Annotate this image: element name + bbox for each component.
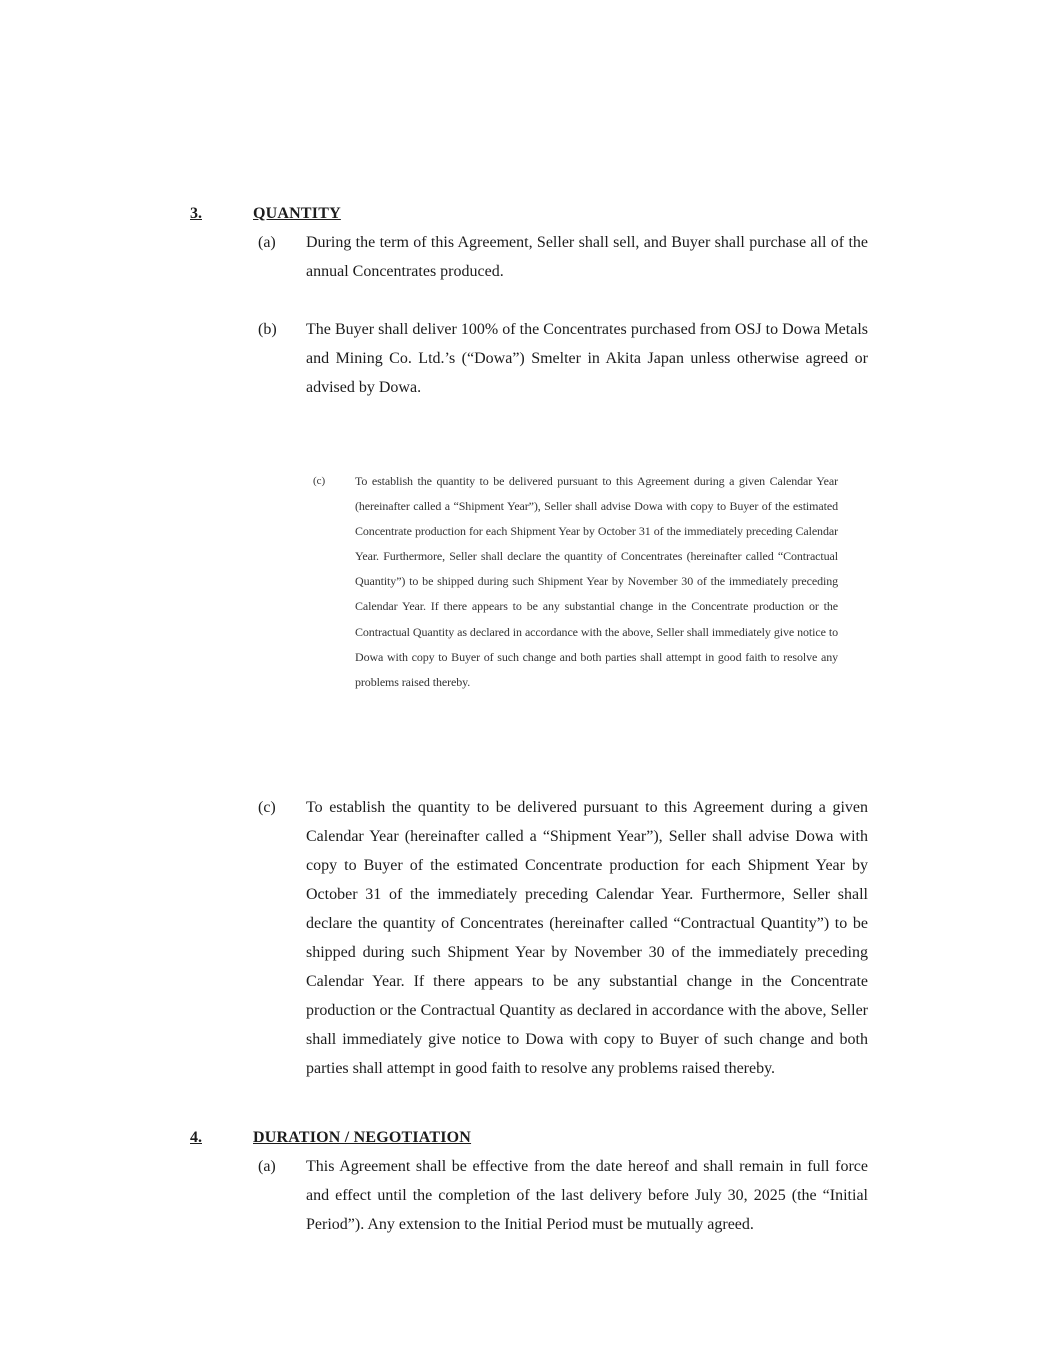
section-3-item-b-text: The Buyer shall deliver 100% of the Concentrates purchased from OSJ to Dowa Metals and Mining Co. Ltd.’s (“Dowa”) Smelter in Akita Japan unless otherwise agreed or advised by Dowa. xyxy=(306,321,868,396)
inset-clause-text: To establish the quantity to be delivered pursuant to this Agreement during a given Calendar Year (hereinafter called a “Shipment Year”), Seller shall advise Dowa with copy to Buyer of the estimated Concentrate production for each Shipment Year by October 31 of the immediately preceding Calendar Year. Furthermore, Seller shall declare the quantity of Concentrates (hereinafter called “Contractual Quantity”) to be shipped during such Shipment Year by November 30 of the immediately preceding Calendar Year. If there appears to be any substantial change in the Concentrate production or the Contractual Quantity as declared in accordance with the above, Seller shall immediately give notice to Dowa with copy to Buyer of such change and both parties shall attempt in good faith to resolve any problems raised thereby. xyxy=(355,474,838,689)
section-4-item-a-text: This Agreement shall be effective from the date hereof and shall remain in full force and effect until the completion of the last delivery before July 30, 2025 (the “Initial Period”). Any extension to the Initial Period must be mutually agreed. xyxy=(306,1158,868,1233)
section-3-item-a-label: (a) xyxy=(258,234,276,251)
section-4-title: DURATION / NEGOTIATION xyxy=(253,1129,472,1146)
section-3-item-c-label: (c) xyxy=(258,799,276,816)
inset-clause-label: (c) xyxy=(313,475,326,487)
section-3-item-b-label: (b) xyxy=(258,321,277,338)
section-3-title: QUANTITY xyxy=(253,205,341,222)
section-4-item-a-label: (a) xyxy=(258,1158,276,1175)
section-4-number: 4. xyxy=(190,1129,202,1146)
section-3-number: 3. xyxy=(190,205,202,222)
section-3-item-a-text: During the term of this Agreement, Seller shall sell, and Buyer shall purchase all of the annual Concentrates produced. xyxy=(306,234,868,280)
section-3-item-c-text: To establish the quantity to be delivered pursuant to this Agreement during a given Calendar Year (hereinafter called a “Shipment Year”), Seller shall advise Dowa with copy to Buyer of the estimated Concentrate production for each Shipment Year by October 31 of the immediately preceding Calendar Year. Furthermore, Seller shall declare the quantity of Concentrates (hereinafter called “Contractual Quantity”) to be shipped during such Shipment Year by November 30 of the immediately preceding Calendar Year. If there appears to be any substantial change in the Concentrate production or the Contractual Quantity as declared in accordance with the above, Seller shall immediately give notice to Dowa with copy to Buyer of such change and both parties shall attempt in good faith to resolve any problems raised thereby. xyxy=(306,799,868,1077)
